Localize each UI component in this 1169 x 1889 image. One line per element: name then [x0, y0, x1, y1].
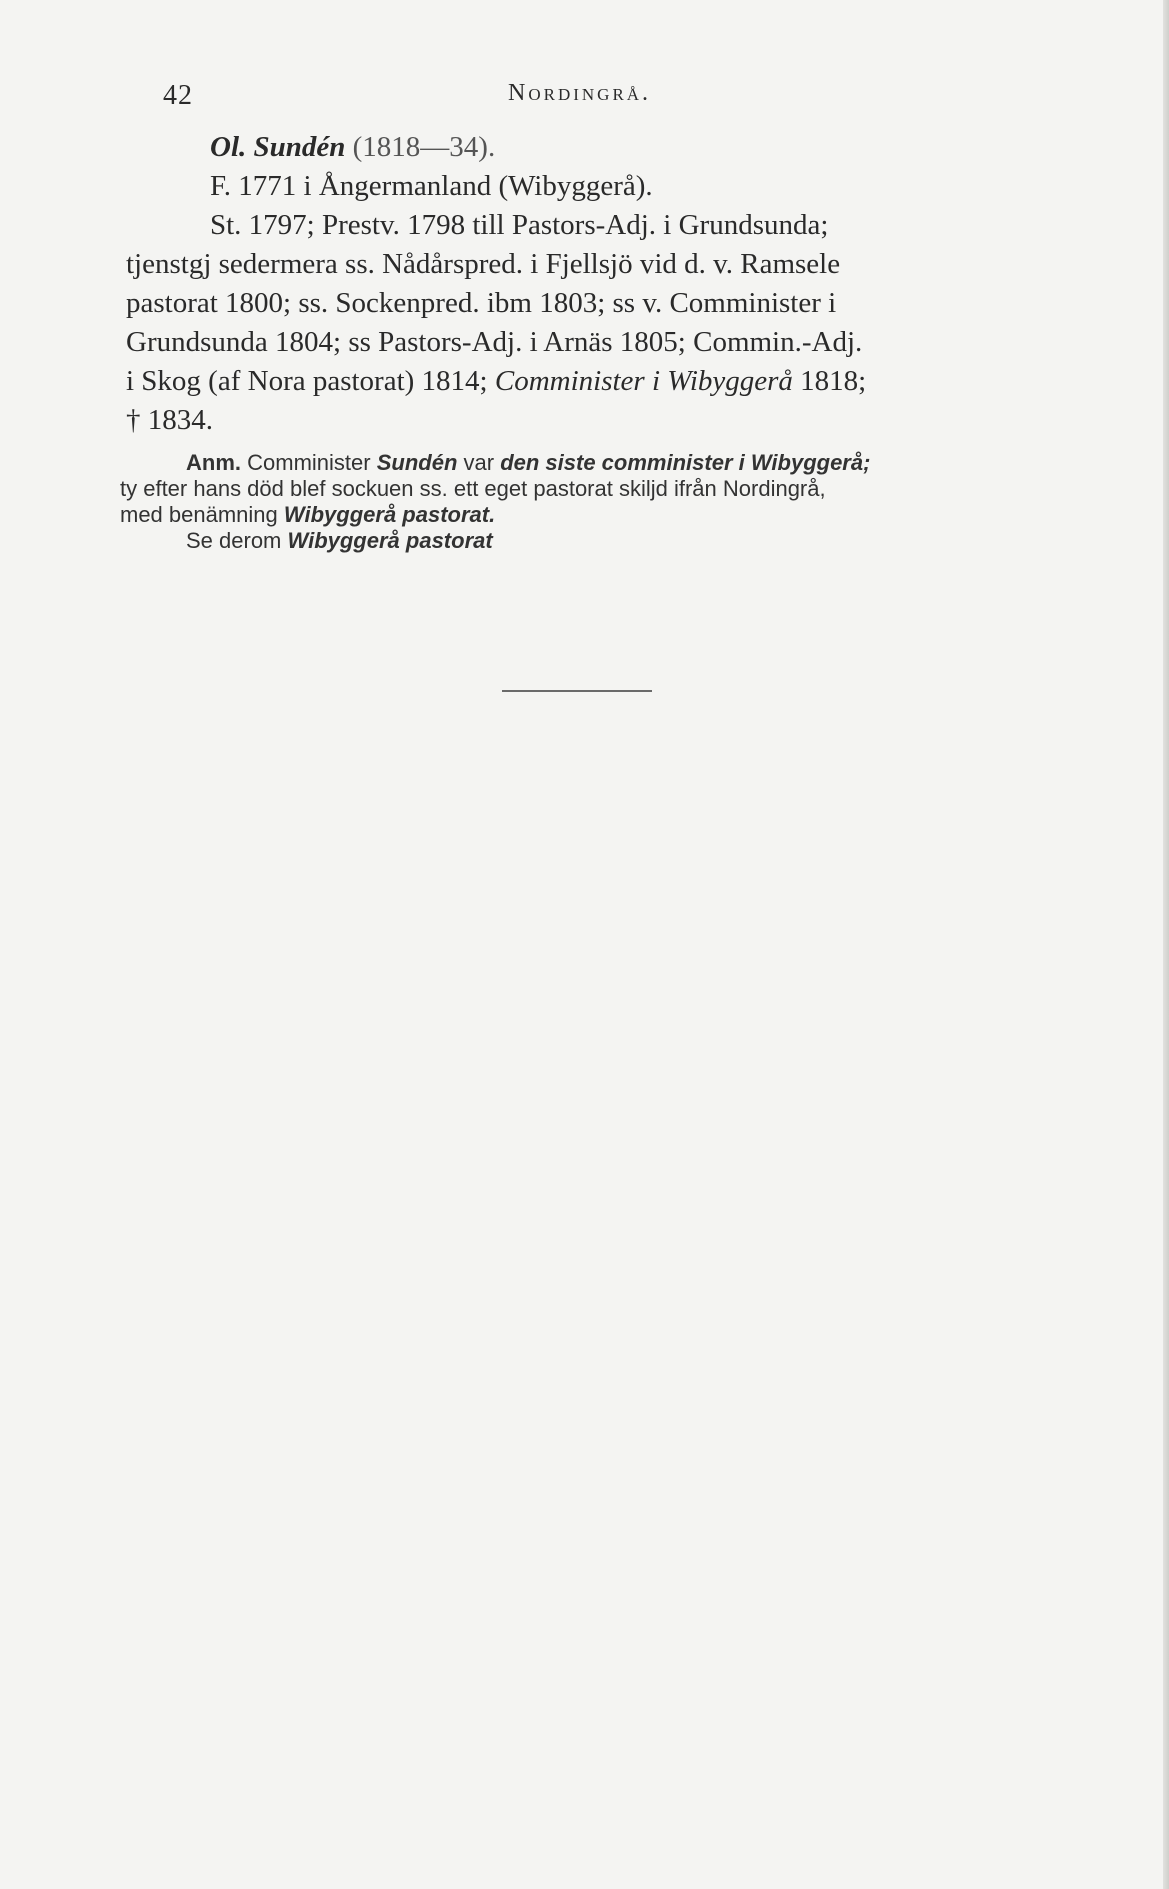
entry-line: pastorat 1800; ss. Sockenpred. ibm 1803; ss v. Comminister i: [126, 287, 837, 319]
biography-entry: [126, 128, 1061, 440]
entry-line-text: i Skog (af Nora pastorat) 1814;: [126, 365, 488, 397]
entry-line: Grundsunda 1804; ss Pastors-Adj. i Arnäs 1805; Commin.-Adj.: [126, 326, 863, 358]
entry-line-birth: F. 1771 i Ångermanland (Wibyggerå).: [210, 170, 653, 202]
annotation: [120, 450, 1060, 554]
page-edge: [1163, 0, 1169, 1889]
note-text: Comminister: [247, 450, 371, 475]
note-line: [120, 502, 1060, 528]
page-number: 42: [163, 80, 193, 111]
note-italic: Wibyggerå pastorat: [287, 528, 493, 553]
tenure-years: (1818—34).: [352, 131, 496, 163]
person-name: Ol. Sundén: [210, 131, 346, 163]
section-divider: [502, 690, 652, 692]
note-text: Se derom: [186, 528, 282, 553]
entry-line-studies: St. 1797; Prestv. 1798 till Pastors-Adj. i Grundsunda;: [210, 209, 829, 241]
entry-line-text: 1818;: [800, 365, 867, 397]
entry-line-death: † 1834.: [126, 404, 213, 436]
note-line: ty efter hans död blef sockuen ss. ett eget pastorat skiljd ifrån Nordingrå,: [120, 476, 826, 501]
entry-line: [126, 362, 1061, 401]
entry-line: tjenstgj sedermera ss. Nådårspred. i Fjellsjö vid d. v. Ramsele: [126, 248, 841, 280]
note-italic: Wibyggerå pastorat.: [283, 502, 496, 527]
note-label: Anm.: [186, 450, 241, 475]
note-line: [120, 450, 1060, 476]
note-line: [120, 528, 1060, 554]
running-title: Nordingrå.: [508, 80, 652, 106]
entry-line-italic: Comminister i Wibyggerå: [494, 365, 793, 397]
note-name: Sundén: [376, 450, 458, 475]
note-italic: den siste comminister i Wibyggerå;: [500, 450, 871, 475]
note-text: med benämning: [120, 502, 278, 527]
note-text: var: [463, 450, 495, 475]
entry-heading: [126, 128, 1061, 167]
